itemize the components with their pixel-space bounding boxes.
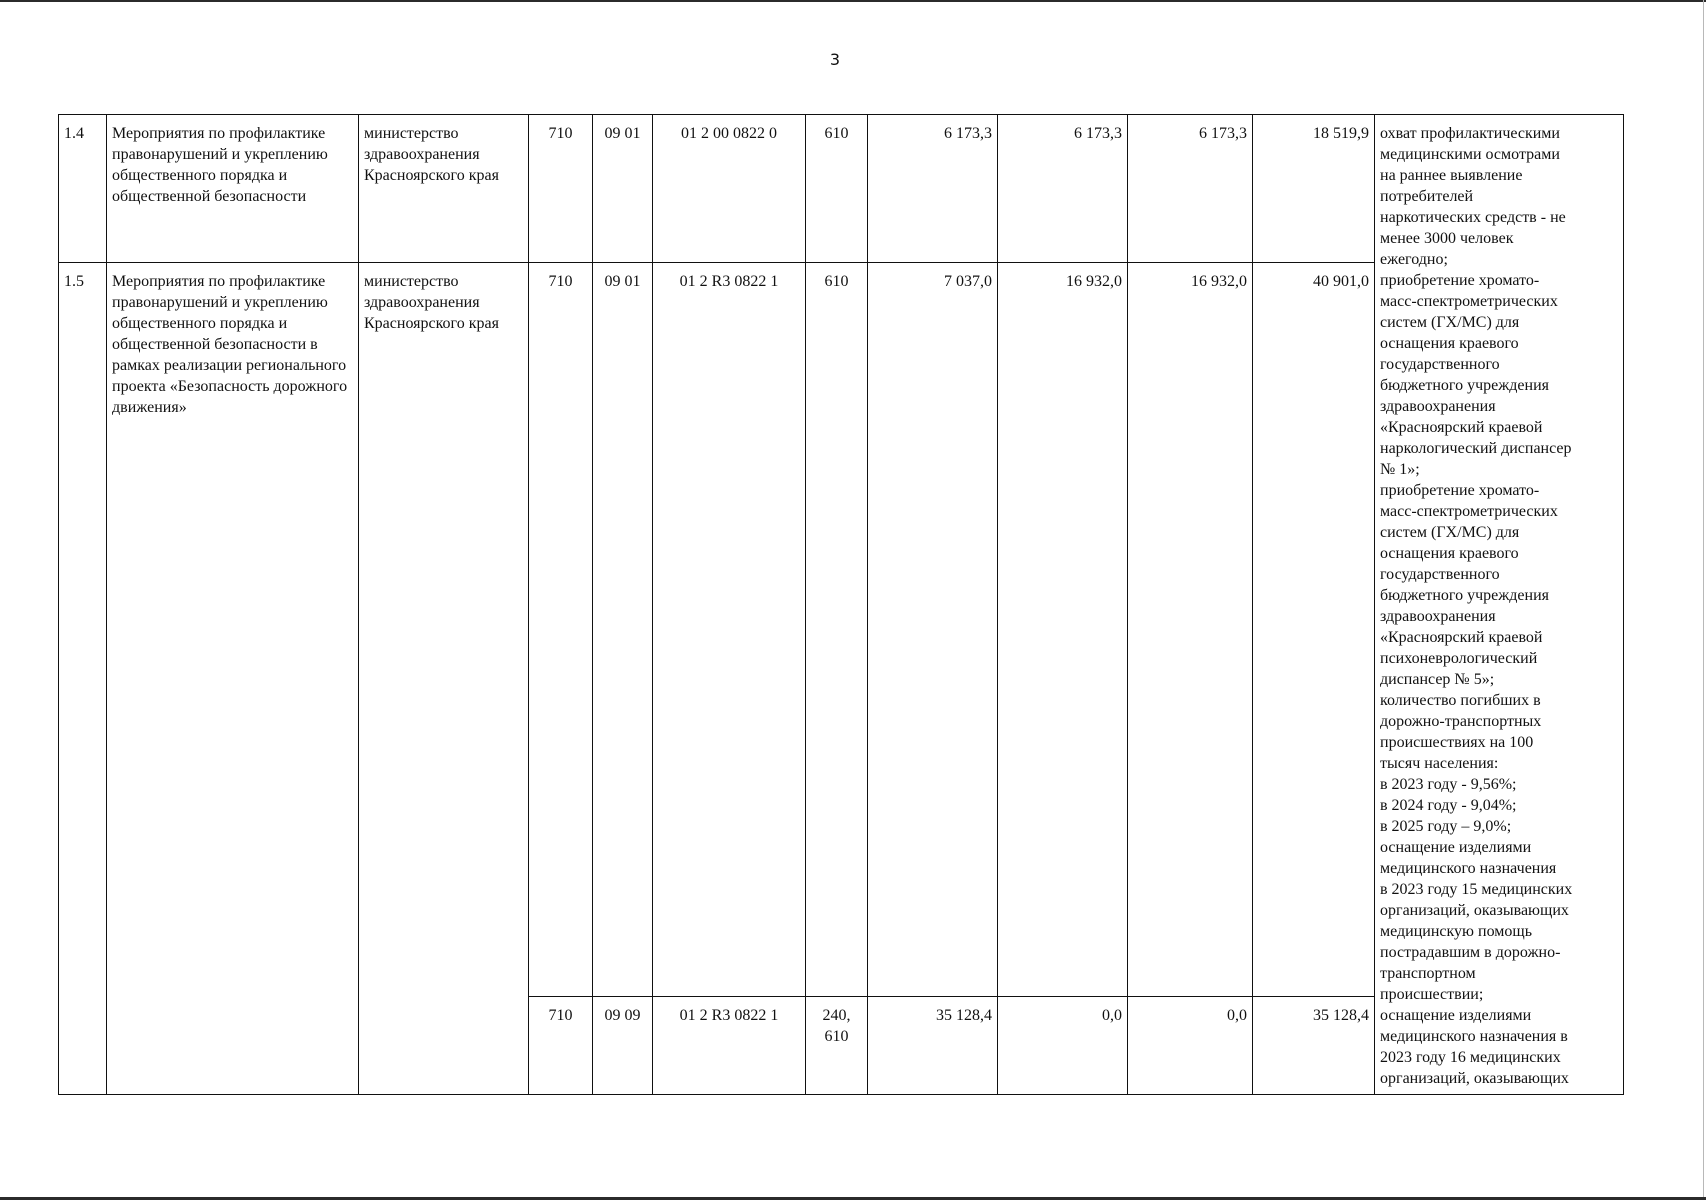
amount-2023: 35 128,4 [868, 997, 998, 1095]
expense-type-code: 610 [806, 115, 868, 263]
result-line: государственного [1380, 356, 1500, 373]
result-line: наркологический диспансер [1380, 440, 1572, 457]
result-line: оснащения краевого [1380, 545, 1519, 562]
result-line: в 2023 году - 9,56%; [1380, 776, 1517, 793]
result-line: медицинскую помощь [1380, 923, 1533, 940]
expected-results-list [1380, 123, 1618, 1089]
result-line: медицинскими осмотрами [1380, 146, 1560, 163]
row-number: 1.5 [59, 263, 107, 1095]
result-line: здравоохранения [1380, 398, 1496, 415]
result-line: оснащения краевого [1380, 335, 1519, 352]
expense-type-code: 610 [806, 263, 868, 997]
result-line: в 2024 году - 9,04%; [1380, 797, 1517, 814]
result-line: организаций, оказывающих [1380, 902, 1569, 919]
result-line: масс-спектрометрических [1380, 293, 1558, 310]
result-line: диспансер № 5»; [1380, 671, 1495, 688]
scan-border-top [0, 0, 1706, 2]
program-activities-table [58, 114, 1624, 1095]
grbs-code: 710 [529, 263, 593, 997]
result-line: психоневрологический [1380, 650, 1538, 667]
activity-name: Мероприятия по профилактике правонарушений и укреплению общественного порядка и общественной безопасности в рамках реализации регионального проекта «Безопасность дорожного движения» [107, 263, 359, 1095]
result-line: дорожно-транспортных [1380, 713, 1542, 730]
table-row [59, 115, 1624, 263]
result-line: систем (ГХ/МС) для [1380, 524, 1520, 541]
amount-2025: 6 173,3 [1128, 115, 1253, 263]
result-line: № 1»; [1380, 461, 1420, 478]
amount-2025: 0,0 [1128, 997, 1253, 1095]
section-code: 09 01 [593, 115, 653, 263]
result-line: происшествиях на 100 [1380, 734, 1534, 751]
result-line: государственного [1380, 566, 1500, 583]
target-article-code: 01 2 R3 0822 1 [653, 263, 806, 997]
result-line: наркотических средств - не [1380, 209, 1566, 226]
amount-total: 18 519,9 [1253, 115, 1375, 263]
amount-2024: 16 932,0 [998, 263, 1128, 997]
amount-2024: 0,0 [998, 997, 1128, 1095]
amount-total: 40 901,0 [1253, 263, 1375, 997]
executor: министерство здравоохранения Красноярского края [359, 115, 529, 263]
result-line: менее 3000 человек [1380, 230, 1514, 247]
result-line: охват профилактическими [1380, 125, 1560, 142]
result-line: медицинского назначения в [1380, 1028, 1568, 1045]
result-line: потребителей [1380, 188, 1474, 205]
result-line: на раннее выявление [1380, 167, 1523, 184]
result-line: приобретение хромато- [1380, 272, 1540, 289]
result-line: приобретение хромато- [1380, 482, 1540, 499]
result-line: оснащение изделиями [1380, 1007, 1532, 1024]
result-line: количество погибших в [1380, 692, 1541, 709]
activity-name: Мероприятия по профилактике правонарушений и укреплению общественного порядка и общественной безопасности [107, 115, 359, 263]
section-code: 09 01 [593, 263, 653, 997]
result-line: медицинского назначения [1380, 860, 1557, 877]
target-article-code: 01 2 00 0822 0 [653, 115, 806, 263]
result-line: транспортном [1380, 965, 1476, 982]
result-line: пострадавшим в дорожно- [1380, 944, 1561, 961]
section-code: 09 09 [593, 997, 653, 1095]
result-line: организаций, оказывающих [1380, 1070, 1569, 1087]
amount-2024: 6 173,3 [998, 115, 1128, 263]
result-line: ежегодно; [1380, 251, 1448, 268]
scan-border-right [1703, 0, 1704, 1200]
result-line: масс-спектрометрических [1380, 503, 1558, 520]
executor: министерство здравоохранения Красноярского края [359, 263, 529, 1095]
target-article-code: 01 2 R3 0822 1 [653, 997, 806, 1095]
grbs-code: 710 [529, 115, 593, 263]
amount-2023: 6 173,3 [868, 115, 998, 263]
result-line: происшествии; [1380, 986, 1484, 1003]
result-line: бюджетного учреждения [1380, 587, 1550, 604]
result-line: 2023 году 16 медицинских [1380, 1049, 1561, 1066]
amount-2023: 7 037,0 [868, 263, 998, 997]
amount-2025: 16 932,0 [1128, 263, 1253, 997]
result-line: оснащение изделиями [1380, 839, 1532, 856]
result-line: бюджетного учреждения [1380, 377, 1550, 394]
expense-type-code: 240, 610 [806, 997, 868, 1095]
result-line: здравоохранения [1380, 608, 1496, 625]
amount-total: 35 128,4 [1253, 997, 1375, 1095]
row-number: 1.4 [59, 115, 107, 263]
grbs-code: 710 [529, 997, 593, 1095]
result-line: «Красноярский краевой [1380, 419, 1543, 436]
result-line: в 2023 году 15 медицинских [1380, 881, 1573, 898]
expected-results [1375, 115, 1624, 1095]
page-number: 3 [829, 50, 841, 69]
result-line: «Красноярский краевой [1380, 629, 1543, 646]
result-line: систем (ГХ/МС) для [1380, 314, 1520, 331]
result-line: тысяч населения: [1380, 755, 1499, 772]
result-line: в 2025 году – 9,0%; [1380, 818, 1512, 835]
